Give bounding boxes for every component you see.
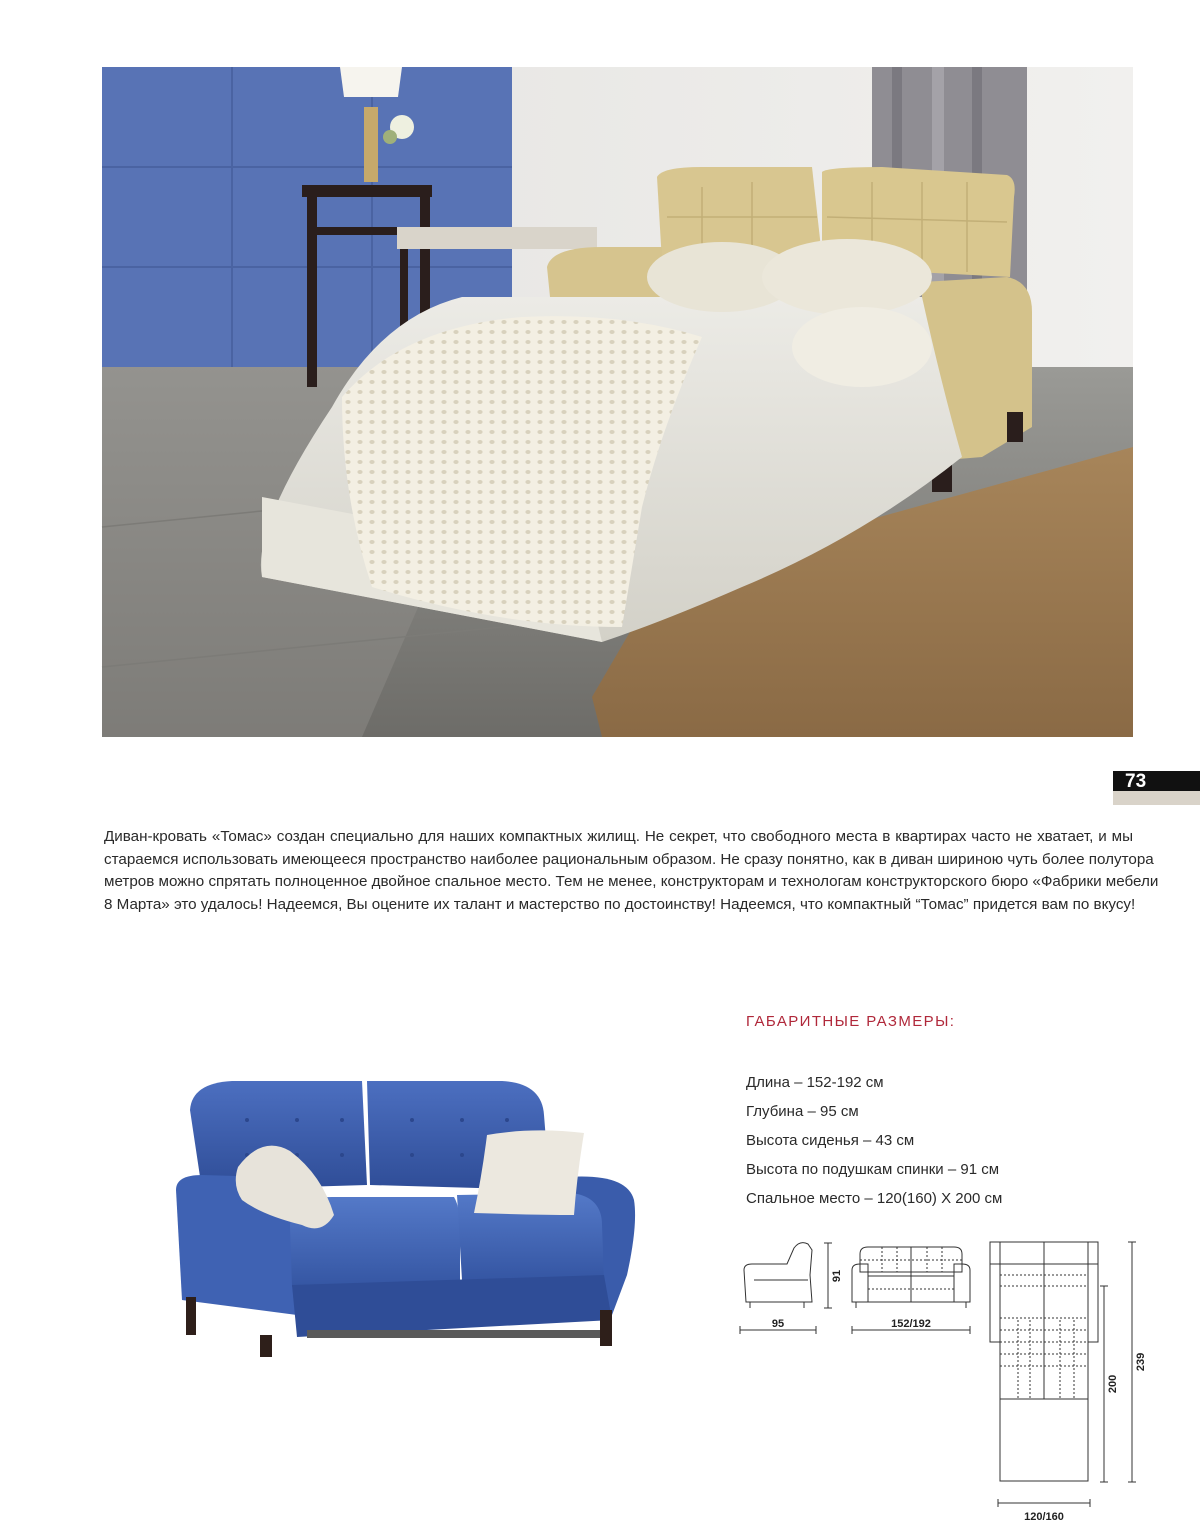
dimension-back-height: Высота по подушкам спинки – 91 см bbox=[746, 1161, 1000, 1178]
side-view-drawing bbox=[740, 1243, 832, 1334]
dimension-seat-height: Высота сиденья – 43 см bbox=[746, 1132, 915, 1149]
top-view-drawing bbox=[990, 1242, 1136, 1507]
dimensions-title: ГАБАРИТНЫЕ РАЗМЕРЫ: bbox=[746, 1013, 956, 1030]
total-length-label: 239 bbox=[1135, 1352, 1147, 1372]
side-height-label: 91 bbox=[831, 1269, 843, 1283]
page-number-tab bbox=[1113, 771, 1200, 805]
bed-length-label: 200 bbox=[1107, 1374, 1119, 1394]
bed-width-label: 120/160 bbox=[1024, 1511, 1064, 1523]
product-description bbox=[104, 826, 1159, 916]
page-tab-underbar bbox=[1113, 791, 1200, 805]
front-width-label: 152/192 bbox=[891, 1318, 931, 1330]
side-depth-label: 95 bbox=[771, 1318, 785, 1330]
description-line: метров можно спрятать полноценное двойное спальное место. Тем не менее, конструкторам и технологам конструкторского бюро «Фабрики мебели bbox=[104, 873, 1159, 890]
hero-photo bbox=[102, 67, 1133, 737]
dimension-drawings bbox=[732, 1230, 1147, 1523]
page-number: 73 bbox=[1125, 771, 1147, 792]
dimension-depth: Глубина – 95 см bbox=[746, 1103, 859, 1120]
description-line: 8 Марта» это удалось! Надеемся, Вы оцените их талант и мастерство по достоинству! Надеемся, что компактный “Томас” придется вам по вкусу! bbox=[104, 895, 1136, 913]
dimension-sleeping-area: Спальное место – 120(160) Х 200 см bbox=[746, 1190, 1003, 1207]
description-line: стараемся использовать имеющееся пространство наиболее рациональным образом. Не сразу понятно, как в диван шириною чуть более полутора bbox=[104, 850, 1154, 868]
dimension-length: Длина – 152-192 см bbox=[746, 1074, 884, 1091]
description-line: Диван-кровать «Томас» создан специально для наших компактных жилищ. Не секрет, что свободного места в квартирах часто не хватает, и мы bbox=[104, 828, 1133, 845]
sofa-product-photo bbox=[172, 1075, 647, 1365]
dimensions-list bbox=[746, 1068, 1002, 1213]
